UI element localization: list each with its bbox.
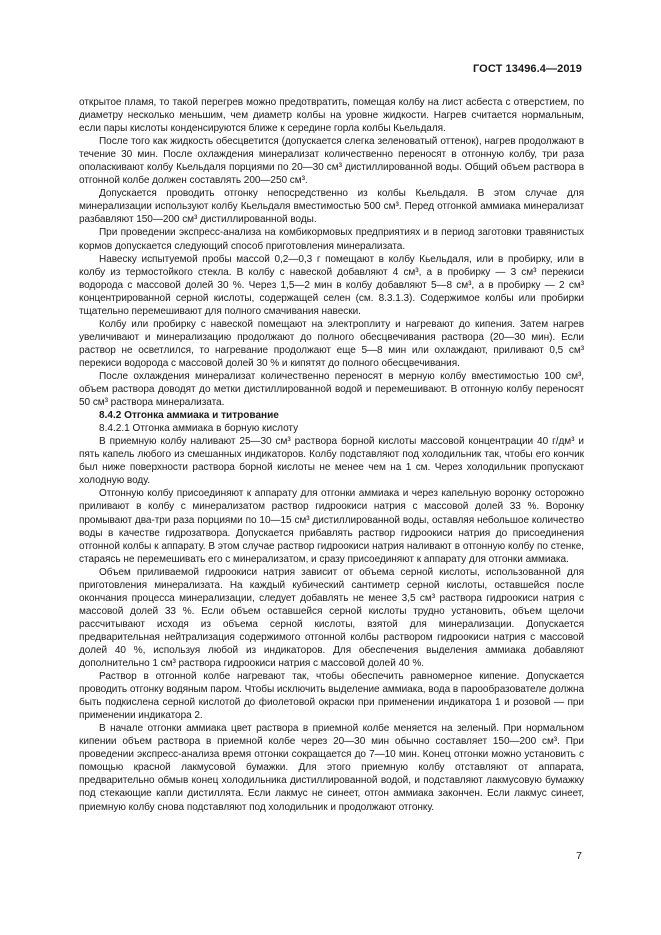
page-number: 7	[576, 850, 582, 862]
section-heading: 8.4.2 Отгонка аммиака и титрование	[99, 410, 279, 422]
paragraph: При проведении экспресс-анализа на комбикормовых предприятиях и в период заготовки травянистых кормов допускается следующий способ приготовления минерализата.	[79, 227, 584, 252]
paragraph-continuation: открытое пламя, то такой перегрев можно предотвратить, помещая колбу на лист асбеста с отверстием, по диаметру несколько меньшим, чем диаметр колбы на уровне жидкости. Нагрев считается нормальным, если пары кислоты конденсируются ближе к середине горла колбы Кьельдаля.	[79, 97, 584, 135]
paragraph: Раствор в отгонной колбе нагревают так, чтобы обеспечить равномерное кипение. Допускается проводить отгонку водяным паром. Чтобы исключить выделение аммиака, вода в парообразователе должна быть подкислена серной кислотой до фиолетовой окраски при применении индикатора 1 и розовой — при применении индикатора 2.	[79, 671, 584, 722]
document-body	[79, 96, 584, 814]
paragraph: Допускается проводить отгонку непосредственно из колбы Кьельдаля. В этом случае для минерализации используют колбу Кьельдаля вместимостью 500 см³. Перед отгонкой аммиака минерализат разбавляют 150—200 см³ дистиллированной воды.	[79, 188, 584, 226]
paragraph: В начале отгонки аммиака цвет раствора в приемной колбе меняется на зеленый. При нормальном кипении объем раствора в приемной колбе через 20—30 мин обычно составляет 150—200 см³. При проведении экспресс-анализа время отгонки сокращается до 7—10 мин. Конец отгонки можно установить с помощью красной лакмусовой бумажки. Для этого приемную колбу отставляют от аппарата, предварительно обмыв конец холодильника дистиллированной водой, и подставляют лакмусовую бумажку под стекающие капли дистиллята. Если лакмус не синеет, отгон аммиака закончен. Если лакмус синеет, приемную колбу снова подставляют под холодильник и продолжают отгонку.	[79, 723, 584, 813]
paragraph: После охлаждения минерализат количественно переносят в мерную колбу вместимостью 100 см³, объем раствора доводят до метки дистиллированной водой и перемешивают. В отгонную колбу переносят 50 см³ раствора минерализата.	[79, 370, 584, 409]
paragraph: В приемную колбу наливают 25—30 см³ раствора борной кислоты массовой концентрации 40 г/дм³ и пять капель любого из смешанных индикаторов. Колбу подставляют под холодильник так, чтобы его кончик был ниже поверхности раствора борной кислоты не менее чем на 1 см. Через холодильник пропускают холодную воду.	[79, 436, 584, 487]
standard-designation: ГОСТ 13496.4—2019	[472, 63, 582, 75]
paragraph: Объем приливаемой гидроокиси натрия зависит от объема серной кислоты, использованной для приготовления минерализата. На каждый кубический сантиметр серной кислоты, оставшейся после окончания процесса минерализации, следует добавлять не менее 3,5 см³ раствора гидроокиси натрия с массовой долей 33 %. Если объем оставшейся серной кислоты трудно установить, объем щелочи рассчитывают исходя из объема серной кислоты, взятой для минерализации. Допускается предварительная нейтрализация содержимого отгонной колбы раствором гидроокиси натрия с массовой долей 40 %, используя любой из индикаторов. Для обеспечения выделения аммиака добавляют дополнительно 1 см³ раствора гидроокиси натрия с массовой долей 40 %.	[79, 566, 584, 670]
paragraph: Отгонную колбу присоединяют к аппарату для отгонки аммиака и через капельную воронку осторожно приливают в колбу с минерализатом раствор гидроокиси натрия с массовой долей 33 %. Воронку промывают два-три раза порциями по 10—15 см³ дистиллированной воды, оставляя небольшое количество воды в качестве гидрозатвора. Допускается прибавлять раствор гидроокиси натрия до присоединения отгонной колбы к аппарату. В этом случае раствор гидроокиси натрия наливают в отгонную колбу по стенке, стараясь не перемешивать его с минерализатом, и сразу присоединяют к аппарату для отгонки аммиака.	[79, 488, 584, 565]
paragraph: Навеску испытуемой пробы массой 0,2—0,3 г помещают в колбу Кьельдаля, или в пробирку, или в колбу из термостойкого стекла. В колбу с навеской добавляют 4 см³, а в пробирку — 3 см³ перекиси водорода с массовой долей 30 %. Через 1,5—2 мин в колбу добавляют 5—8 см³, а в пробирку — 2 см³ концентрированной серной кислоты, содержащей селен (см. 8.3.1.3). Содержимое колбы или пробирки тщательно перемешивают для полного смачивания навески.	[79, 253, 584, 317]
paragraph: Колбу или пробирку с навеской помещают на электроплиту и нагревают до кипения. Затем нагрев увеличивают и минерализацию продолжают до полного обесцвечивания раствора (20—30 мин). Если раствор не осветлился, то нагревание продолжают еще 5—8 мин или охлаждают, приливают 0,5 см³ перекиси водорода с массовой долей 30 % и кипятят до полного обесцвечивания.	[79, 318, 584, 369]
paragraph: После того как жидкость обесцветится (допускается слегка зеленоватый оттенок), нагрев продолжают в течение 30 мин. После охлаждения минерализат количественно переносят в отгонную колбу, три раза ополаскивают колбу Кьельдаля порциями по 20—30 см³ дистиллированной воды. Общий объем раствора в отгонной колбе должен составлять 200—250 см³.	[79, 136, 584, 187]
subsection-heading: 8.4.2.1 Отгонка аммиака в борную кислоту	[99, 423, 299, 435]
